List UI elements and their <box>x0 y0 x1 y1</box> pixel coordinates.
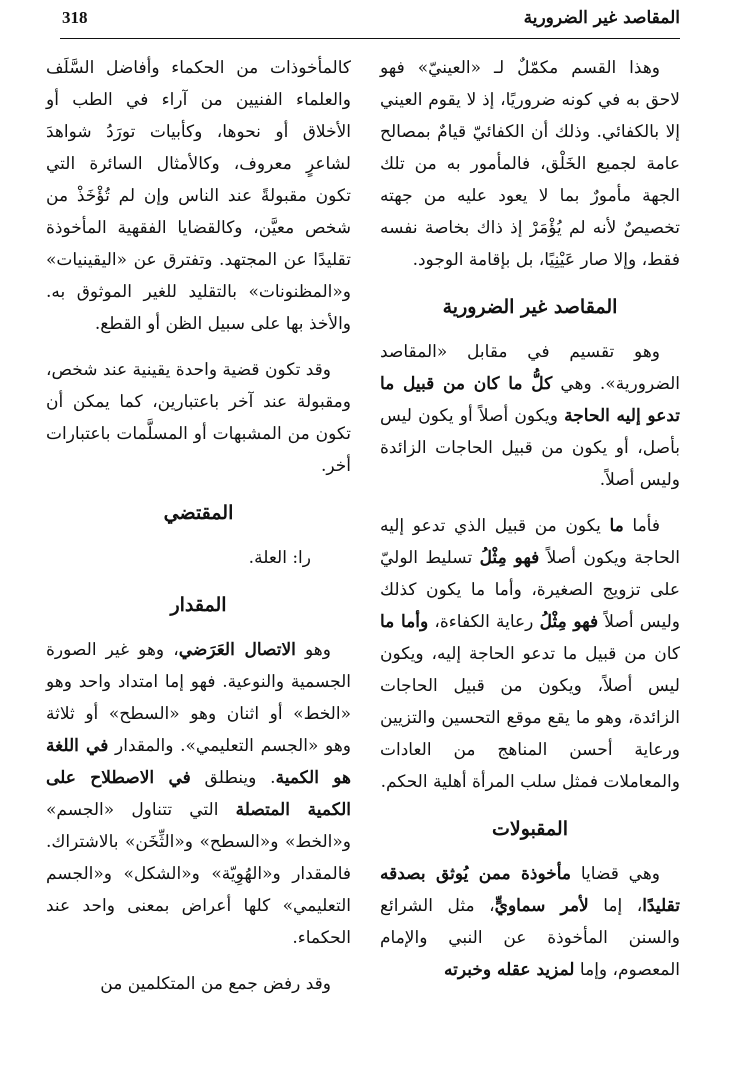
paragraph: وقد تكون قضية واحدة يقينية عند شخص، ومقبولة عند آخر باعتبارين، كما يمكن أن تكون من المشبهات أو المسلَّمات باعتبارات أخر. <box>45 360 351 476</box>
entry-heading: المقتضي <box>163 502 234 524</box>
paragraph: وهو تقسيم في مقابل «المقاصد الضرورية». وهي كلُّ ما كان من قبيل ما تدعو إليه الحاجة ويكون أصلاً أو يكون ليس بأصل، أو يكون من قبيل الحاجات الزائدة وليس أصلاً. <box>380 342 681 490</box>
entry-heading: المقاصد غير الضرورية <box>442 296 618 318</box>
entry-heading: المقبولات <box>492 818 568 840</box>
right-column <box>380 52 680 1000</box>
paragraph: فأما ما يكون من قبيل الذي تدعو إليه الحاجة ويكون أصلاً فهو مِثْلُ تسليط الوليّ على تزويج الصغيرة، وأما ما يكون كذلك وليس أصلاً فهو مِثْلُ رعاية الكفاءة، وأما ما كان من قبيل ما تدعو الحاجة إليه، ويكون ليس أصلاً، ويكون من قبيل الحاجات الزائدة، وهو ما يقع موقع التحسين والتزيين ورعاية أحسن المناهج من العادات والمعاملات فمثل سلب المرأة أهلية الحكم. <box>380 516 680 792</box>
paragraph: وقد رفض جمع من المتكلمين من <box>100 974 331 994</box>
page-number: 318 <box>62 8 88 27</box>
entry-heading: المقدار <box>170 594 227 616</box>
paragraph: وهو الاتصال العَرَضي، وهو غير الصورة الجسمية والنوعية. فهو إما امتداد واحد وهو «الخط» أو اثنان وهو «السطح» أو ثلاثة وهو «الجسم التعليمي». والمقدار في اللغة هو الكمية. وينطلق في الاصطلاح على الكمية المتصلة التي تتناول «الجسم» و«الخط» و«السطح» و«الثِّخَن» بالاشتراك. فالمقدار و«الهُوِيّة» و«الشكل» و«الجسم التعليمي» كلها أعراض بمعنى واحد عند الحكماء. <box>46 640 351 948</box>
paragraph: وهي قضايا مأخوذة ممن يُوثق بصدقه تقليدًا، إما لأمر سماويٍّ، مثل الشرائع والسنن المأخوذة عن النبي والإمام المعصوم، وإما لمزيد عقله وخبرته <box>380 864 680 980</box>
header-rule <box>60 38 680 39</box>
left-column <box>46 52 351 1014</box>
cross-reference: را: العلة. <box>248 548 311 568</box>
running-head: المقاصد غير الضرورية <box>523 8 680 28</box>
paragraph: كالمأخوذات من الحكماء وأفاضل السَّلَف والعلماء الفنيين من آراء في الطب أو الأخلاق أو نحوها، وكأبيات تورَدُ شواهدَ لشاعرٍ معروف، وكالأمثال السائرة التي تكون مقبولةً عند الناس وإن لم تُؤْخَذْ من شخص معيَّن، وكالقضايا الفقهية المأخوذة تقليدًا عن المجتهد. وتفترق عن «اليقينيات» و«المظنونات» بالتقليد للغير الموثوق به. والأخذ بها على سبيل الظن أو القطع. <box>46 58 351 334</box>
paragraph: وهذا القسم مكمّلٌ لـ «العينيّ» فهو لاحق به في كونه ضروريًا، إذ لا يقوم العيني إلا بالكفائي. وذلك أن الكفائيّ قيامٌ بمصالح عامة لجميع الخَلْق، فالمأمور به من تلك الجهة مأمورٌ بما لا يعود عليه من جهته تخصيصٌ لأنه لم يُؤْمَرْ إذ ذاك بخاصة نفسه فقط، وإلا صار عَيْنِيًا، بل بإقامة الوجود. <box>380 58 680 270</box>
